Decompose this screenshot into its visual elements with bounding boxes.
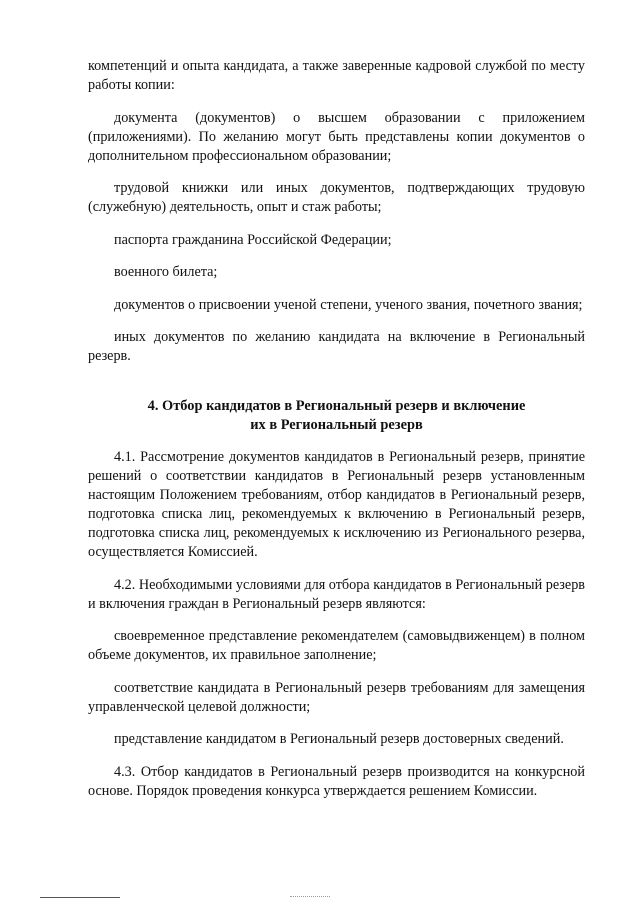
footer-divider xyxy=(40,897,120,898)
paragraph-4-3: 4.3. Отбор кандидатов в Региональный резерв производится на конкурсной основе. Порядок проведения конкурса утверждается решением Комиссии. xyxy=(88,763,585,799)
paragraph-education-docs: документа (документов) о высшем образовании с приложением (приложениями). По желанию могут быть представлены копии документов о дополнительном профессиональном образовании; xyxy=(88,109,585,164)
paragraph-continuation: компетенций и опыта кандидата, а также заверенные кадровой службой по месту работы копии: xyxy=(88,58,585,93)
paragraph-4-2: 4.2. Необходимыми условиями для отбора кандидатов в Региональный резерв и включения граждан в Региональный резерв являются: xyxy=(88,576,585,612)
footer-dots xyxy=(290,896,330,898)
paragraph-work-record: трудовой книжки или иных документов, подтверждающих трудовую (служебную) деятельность, опыт и стаж работы; xyxy=(88,180,585,215)
document-page xyxy=(88,57,585,814)
paragraph-4-1: 4.1. Рассмотрение документов кандидатов в Региональный резерв, принятие решений о соответствии кандидатов в Региональный резерв установленным настоящим Положением требованиям, отбор кандидатов в Региональный резерв, подготовка списка лиц, рекомендуемых к включению в Региональный резерв, подготовка списка лиц, рекомендуемых к исключению из Регионального резерва, осуществляется Комиссией. xyxy=(88,449,585,560)
paragraph-timely-submission: своевременное представление рекомендателем (самовыдвиженцем) в полном объеме документов, их правильное заполнение; xyxy=(88,628,585,663)
section-heading-line-2: их в Региональный резерв xyxy=(250,417,423,433)
paragraph-military-id: военного билета; xyxy=(114,264,218,280)
paragraph-reliable-info: представление кандидатом в Региональный резерв достоверных сведений. xyxy=(114,731,564,747)
section-heading xyxy=(88,397,585,435)
paragraph-passport: паспорта гражданина Российской Федерации; xyxy=(114,231,392,248)
paragraph-other-docs: иных документов по желанию кандидата на включение в Региональный резерв. xyxy=(88,329,585,364)
section-heading-line-1: 4. Отбор кандидатов в Региональный резерв и включение xyxy=(147,398,526,414)
paragraph-academic-degree: документов о присвоении ученой степени, ученого звания, почетного звания; xyxy=(114,296,583,313)
paragraph-requirements-match: соответствие кандидата в Региональный резерв требованиям для замещения управленческой целевой должности; xyxy=(88,679,585,715)
